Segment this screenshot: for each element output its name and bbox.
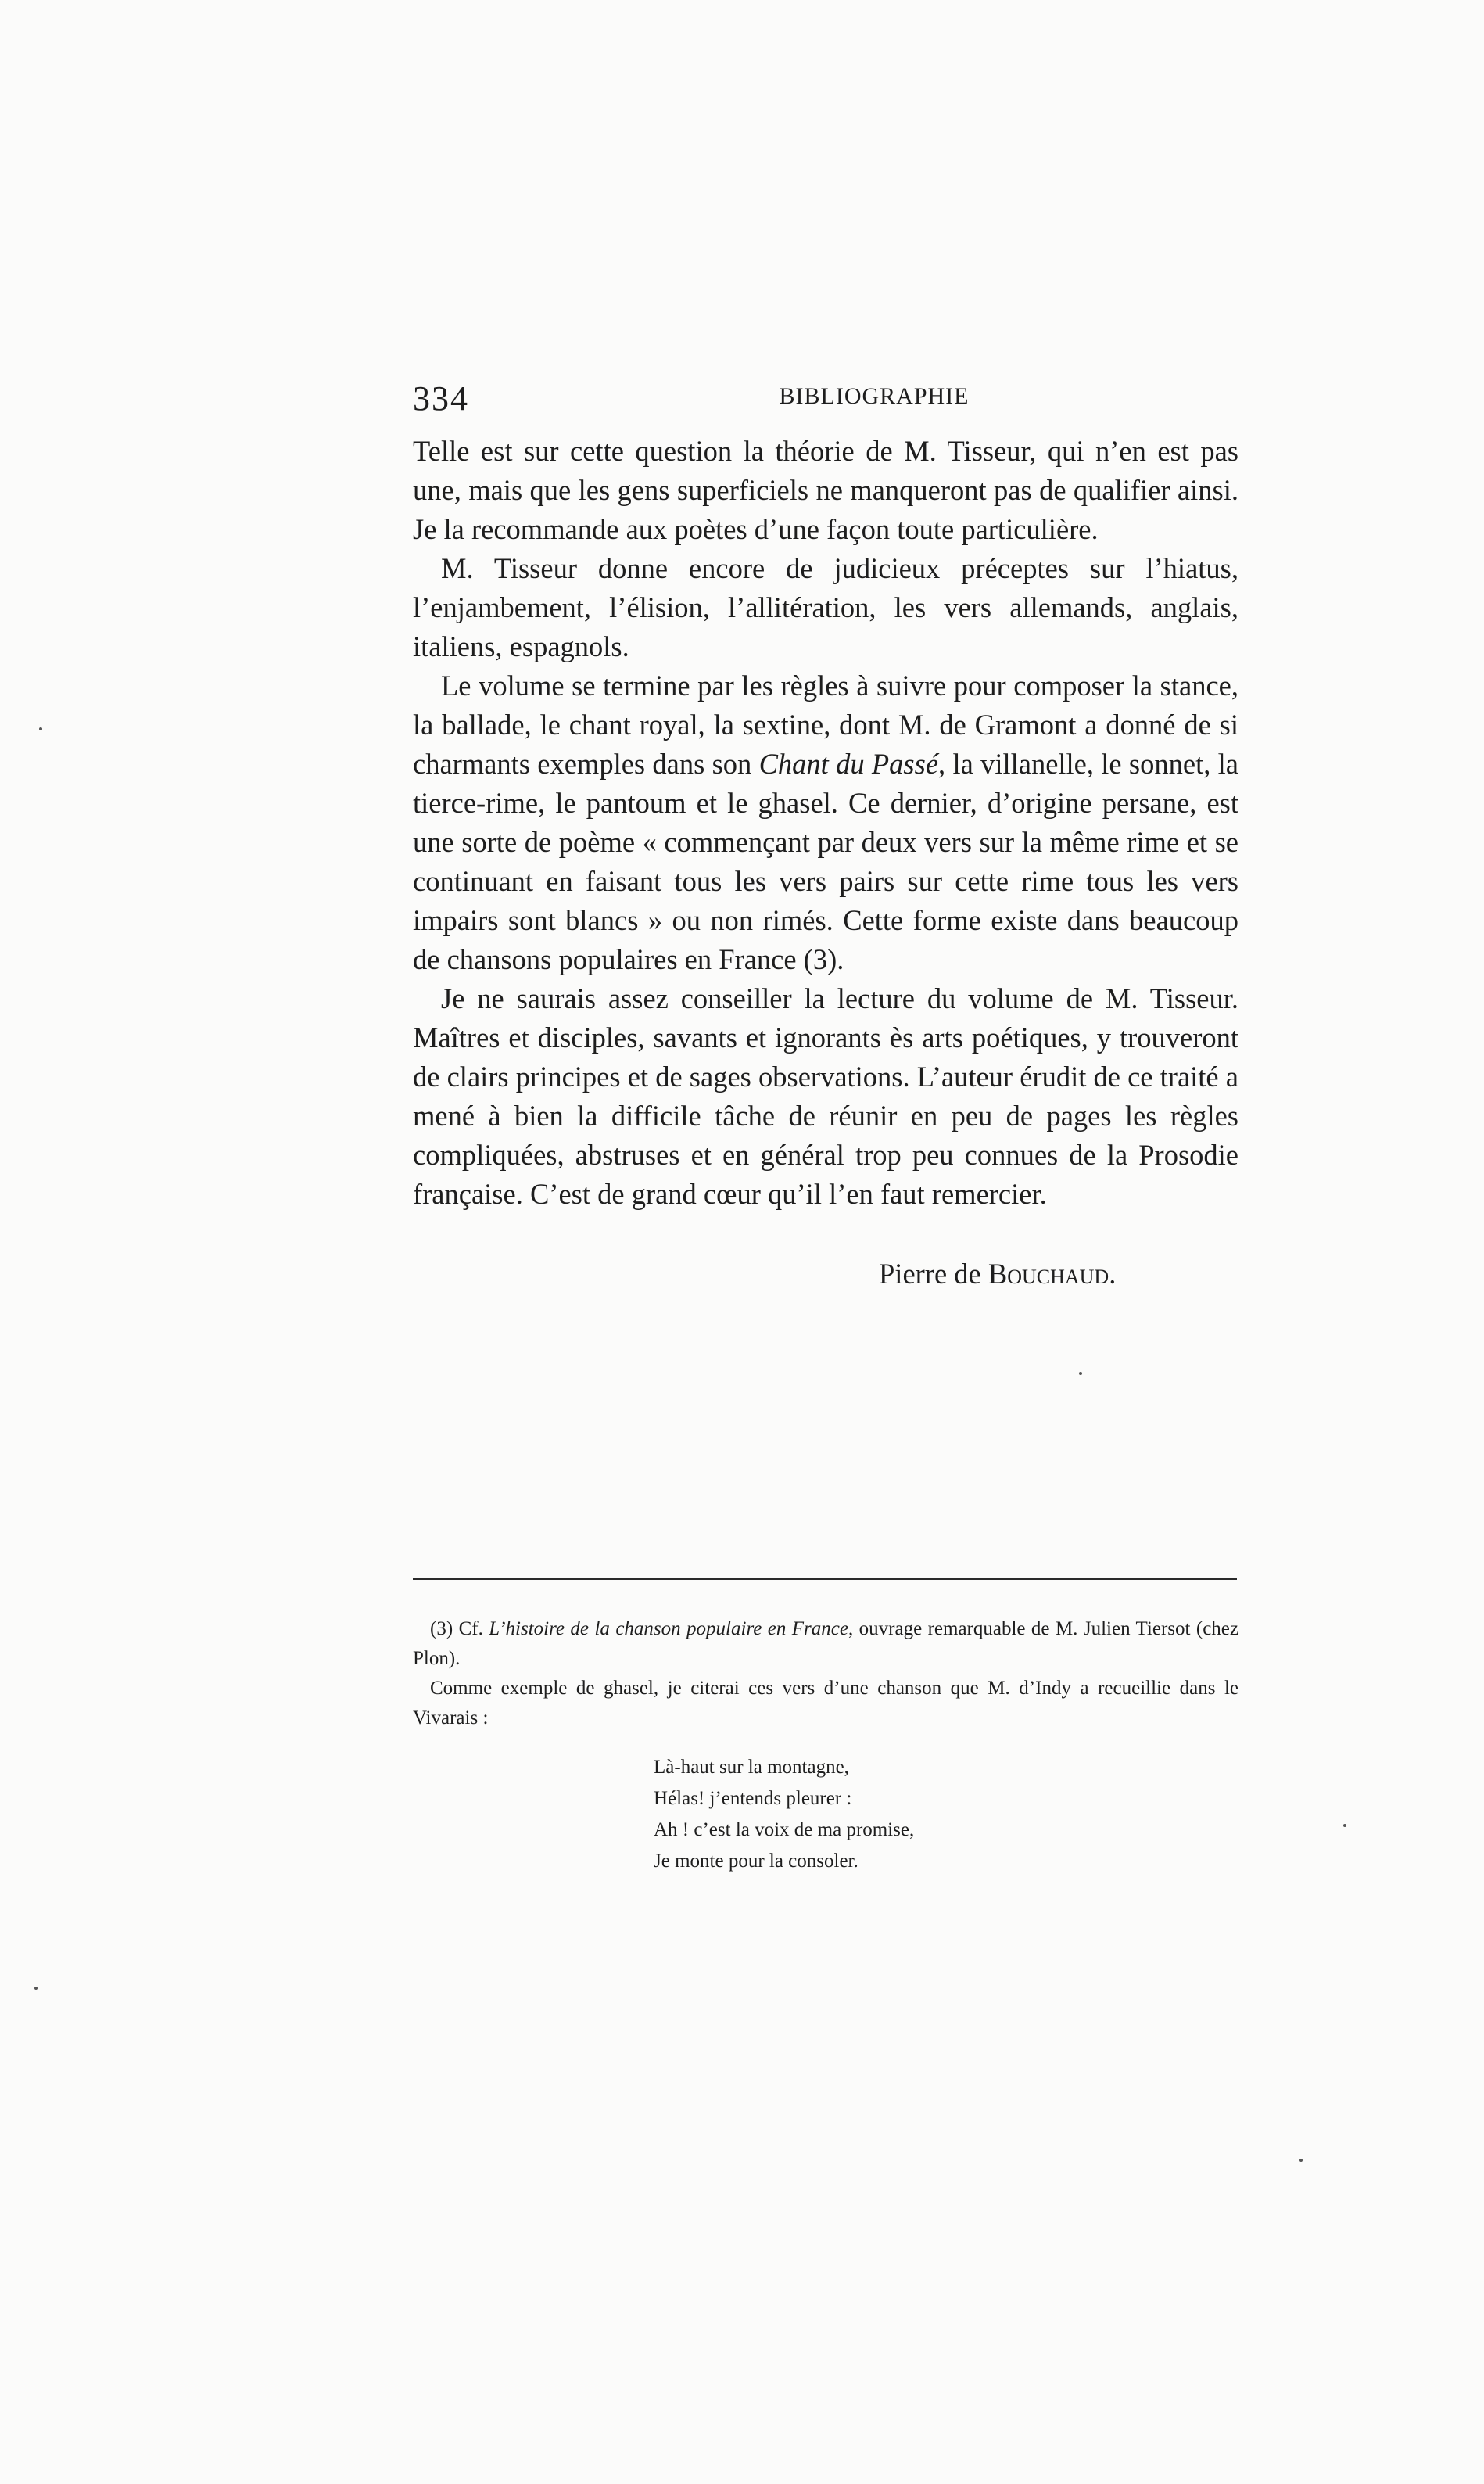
signature-period: . — [1109, 1258, 1117, 1290]
footnote-3 — [413, 1614, 1238, 1674]
main-text — [413, 432, 1238, 1214]
verse-line: Je monte pour la consoler. — [654, 1850, 858, 1872]
paragraph-3-end: , la villanelle, le sonnet, la tierce-rime, le pantoum et le ghasel. Ce dernier, d’origine persane, est une sorte de poème « commençant par deux vers sur la même rime et se continuant en faisant tous les vers pairs sur cette rime tous les vers impairs sont blancs » ou non rimés. Cette forme existe dans beaucoup de chansons populaires en France (3). — [413, 748, 1238, 975]
paper-speck — [1299, 2159, 1303, 2162]
footnote-divider — [413, 1578, 1237, 1580]
footnote-rest: , ouvrage remarquable de M. Julien Tiersot (chez Plon). — [413, 1618, 1238, 1669]
footnote-example-intro: Comme exemple de ghasel, je citerai ces vers d’une chanson que M. d’Indy a recueillie dans le Vivarais : — [413, 1678, 1238, 1728]
verse-line: Hélas! j’entends pleurer : — [654, 1788, 852, 1809]
running-head: BIBLIOGRAPHIE — [779, 383, 970, 409]
book-title-chant-du-passe: Chant du Passé — [758, 748, 939, 780]
footnotes — [413, 1614, 1238, 1733]
paragraph-4: Je ne saurais assez conseiller la lecture du volume de M. Tisseur. Maîtres et disciples, savants et ignorants ès arts poétiques, y trouveront de clairs principes et de sages observations. L’auteur érudit de ce traité a mené à bien la difficile tâche de réunir en peu de pages les règles compliquées, abstruses et en général trop peu connues de la Prosodie française. C’est de grand cœur qu’il l’en faut remercier. — [413, 982, 1238, 1210]
paper-speck — [1079, 1372, 1082, 1375]
paper-speck — [34, 1987, 38, 1990]
page-number: 334 — [413, 379, 469, 418]
paragraph-3 — [413, 666, 1238, 979]
signature-first: Pierre de — [879, 1258, 988, 1290]
footnote-title: L’histoire de la chanson populaire en France — [489, 1618, 848, 1639]
verse-quotation — [654, 1752, 914, 1877]
signature-last: Bouchaud — [988, 1258, 1109, 1290]
paragraph-2: M. Tisseur donne encore de judicieux préceptes sur l’hiatus, l’enjambement, l’élision, l’allitération, les vers allemands, anglais, italiens, espagnols. — [413, 552, 1238, 662]
paragraph-3-start: Le volume se termine par les règles à suivre pour composer la stance, la ballade, le chant royal, la sextine, dont M. de Gramont a donné de si charmants exemples dans son — [413, 669, 1238, 780]
footnote-marker: (3) Cf. — [430, 1618, 489, 1639]
page-header — [413, 379, 1238, 425]
paragraph-1: Telle est sur cette question la théorie de M. Tisseur, qui n’en est pas une, mais que les gens superficiels ne manqueront pas de qualifier ainsi. Je la recommande aux poètes d’une façon toute particulière. — [413, 435, 1238, 545]
paper-speck — [1343, 1824, 1346, 1827]
paper-speck — [39, 727, 42, 730]
verse-line: Là-haut sur la montagne, — [654, 1757, 849, 1778]
author-signature — [879, 1255, 1116, 1294]
verse-line: Ah ! c’est la voix de ma promise, — [654, 1819, 915, 1840]
